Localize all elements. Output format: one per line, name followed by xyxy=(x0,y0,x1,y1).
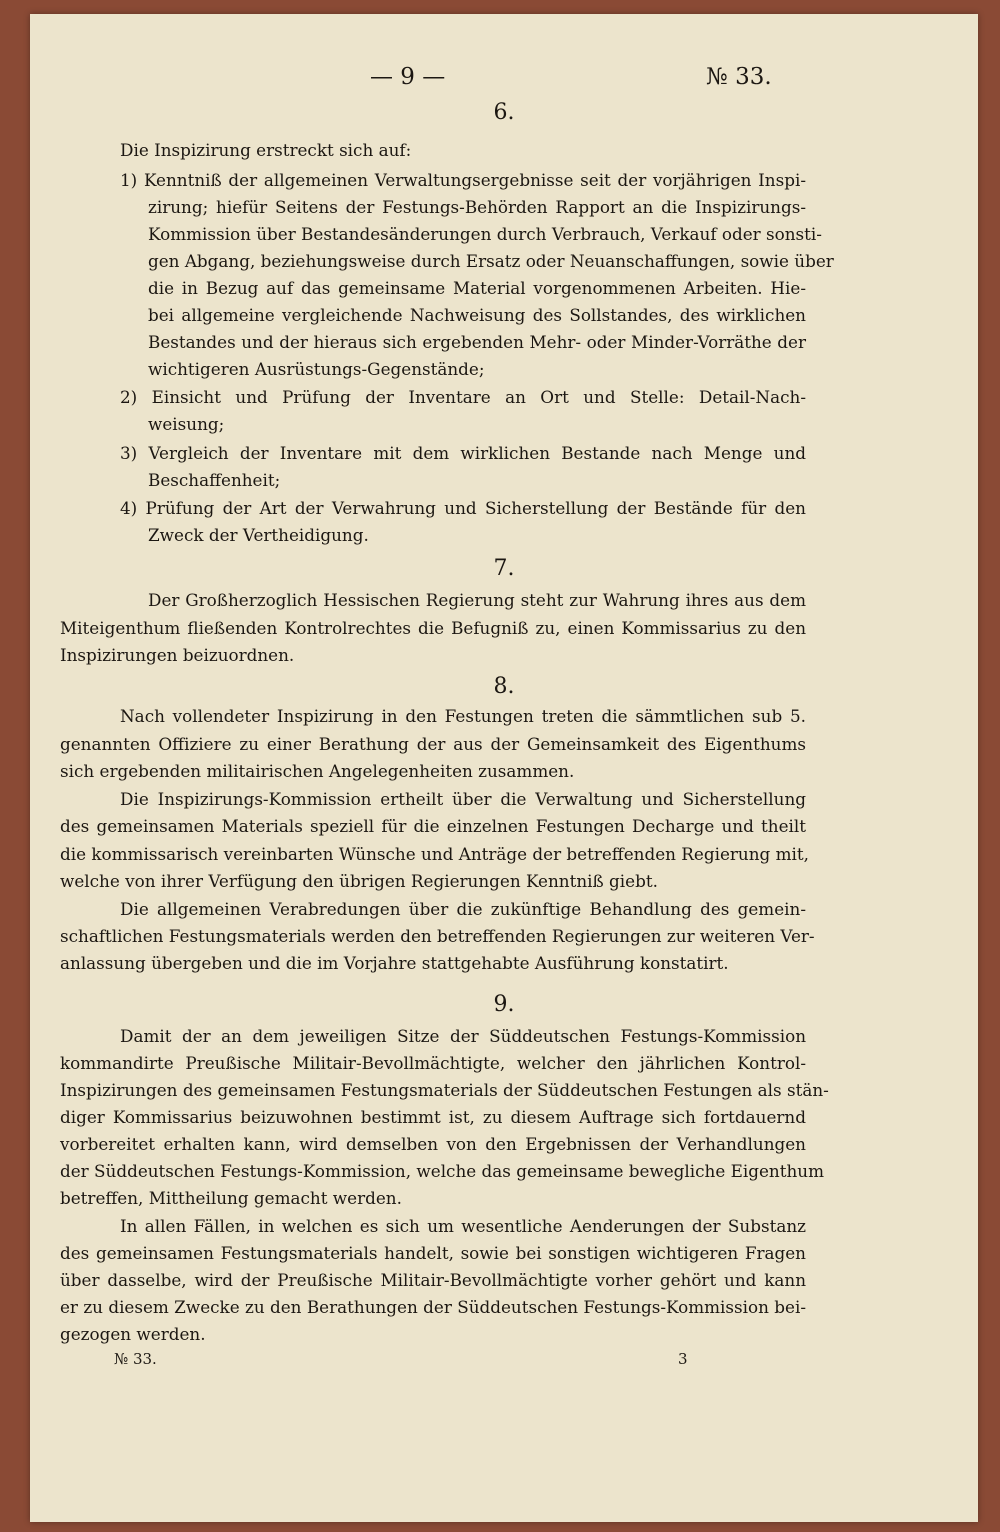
text-line: bei allgemeine vergleichende Nachweisung des Sollstandes, des wirklichen xyxy=(148,305,806,325)
text-line: Die allgemeinen Verabredungen über die zukünftige Behandlung des gemein- xyxy=(120,899,806,919)
text-line: sich ergebenden militairischen Angelegenheiten zusammen. xyxy=(60,761,575,781)
text-line: In allen Fällen, in welchen es sich um wesentliche Aenderungen der Substanz xyxy=(120,1216,806,1236)
text-line: Bestandes und der hieraus sich ergebenden Mehr- oder Minder-Vorräthe der xyxy=(148,332,806,352)
text-line: weisung; xyxy=(148,414,225,434)
text-line: schaftlichen Festungsmaterials werden den betreffenden Regierungen zur weiteren Ver- xyxy=(60,926,815,946)
page-number: — 9 — xyxy=(370,64,446,90)
text-line: kommandirte Preußische Militair-Bevollmächtigte, welcher den jährlichen Kontrol- xyxy=(60,1053,806,1073)
section-number: 8. xyxy=(493,674,515,699)
text-line: Die Inspizirung erstreckt sich auf: xyxy=(120,140,412,160)
section-number: 9. xyxy=(493,992,515,1017)
document-page xyxy=(30,14,978,1522)
text-line: Nach vollendeter Inspizirung in den Festungen treten die sämmtlichen sub 5. xyxy=(120,706,806,726)
text-line: der Süddeutschen Festungs-Kommission, welche das gemeinsame bewegliche Eigenthum xyxy=(60,1161,824,1181)
text-line: vorbereitet erhalten kann, wird demselben von den Ergebnissen der Verhandlungen xyxy=(60,1134,806,1154)
text-line: des gemeinsamen Festungsmaterials handelt, sowie bei sonstigen wichtigeren Fragen xyxy=(60,1243,806,1263)
text-line: anlassung übergeben und die im Vorjahre stattgehabte Ausführung konstatirt. xyxy=(60,953,729,973)
document-number: № 33. xyxy=(706,64,772,90)
text-line: 1) Kenntniß der allgemeinen Verwaltungsergebnisse seit der vorjährigen Inspi- xyxy=(120,170,806,190)
text-line: Der Großherzoglich Hessischen Regierung steht zur Wahrung ihres aus dem xyxy=(148,590,806,610)
section-number: 7. xyxy=(493,556,515,581)
footer-document-number: № 33. xyxy=(114,1350,157,1368)
text-line: die kommissarisch vereinbarten Wünsche und Anträge der betreffenden Regierung mit, xyxy=(60,844,809,864)
text-line: Kommission über Bestandesänderungen durch Verbrauch, Verkauf oder sonsti- xyxy=(148,224,822,244)
text-line: 3) Vergleich der Inventare mit dem wirklichen Bestande nach Menge und xyxy=(120,443,806,463)
text-line: des gemeinsamen Materials speziell für die einzelnen Festungen Decharge und theilt xyxy=(60,816,806,836)
text-line: Inspizirungen des gemeinsamen Festungsmaterials der Süddeutschen Festungen als stän- xyxy=(60,1080,829,1100)
text-line: über dasselbe, wird der Preußische Militair-Bevollmächtigte vorher gehört und kann xyxy=(60,1270,806,1290)
text-line: Inspizirungen beizuordnen. xyxy=(60,645,295,665)
text-line: Die Inspizirungs-Kommission ertheilt über die Verwaltung und Sicherstellung xyxy=(120,789,806,809)
text-line: die in Bezug auf das gemeinsame Material vorgenommenen Arbeiten. Hie- xyxy=(148,278,806,298)
text-line: welche von ihrer Verfügung den übrigen Regierungen Kenntniß giebt. xyxy=(60,871,658,891)
text-line: Zweck der Vertheidigung. xyxy=(148,525,369,545)
text-line: er zu diesem Zwecke zu den Berathungen der Süddeutschen Festungs-Kommission bei- xyxy=(60,1297,806,1317)
text-line: gezogen werden. xyxy=(60,1324,206,1344)
text-line: 4) Prüfung der Art der Verwahrung und Sicherstellung der Bestände für den xyxy=(120,498,806,518)
text-line: Beschaffenheit; xyxy=(148,470,281,490)
text-line: Damit der an dem jeweiligen Sitze der Süddeutschen Festungs-Kommission xyxy=(120,1026,806,1046)
section-number: 6. xyxy=(493,100,515,125)
text-line: wichtigeren Ausrüstungs-Gegenstände; xyxy=(148,359,485,379)
text-line: Miteigenthum fließenden Kontrolrechtes die Befugniß zu, einen Kommissarius zu den xyxy=(60,618,806,638)
text-line: diger Kommissarius beizuwohnen bestimmt ist, zu diesem Auftrage sich fortdauernd xyxy=(60,1107,806,1127)
text-line: genannten Offiziere zu einer Berathung der aus der Gemeinsamkeit des Eigenthums xyxy=(60,734,806,754)
text-line: zirung; hiefür Seitens der Festungs-Behörden Rapport an die Inspizirungs- xyxy=(148,197,806,217)
text-line: 2) Einsicht und Prüfung der Inventare an Ort und Stelle: Detail-Nach- xyxy=(120,387,806,407)
footer-sheet-number: 3 xyxy=(678,1350,688,1368)
text-line: betreffen, Mittheilung gemacht werden. xyxy=(60,1188,402,1208)
text-line: gen Abgang, beziehungsweise durch Ersatz oder Neuanschaffungen, sowie über xyxy=(148,251,834,271)
